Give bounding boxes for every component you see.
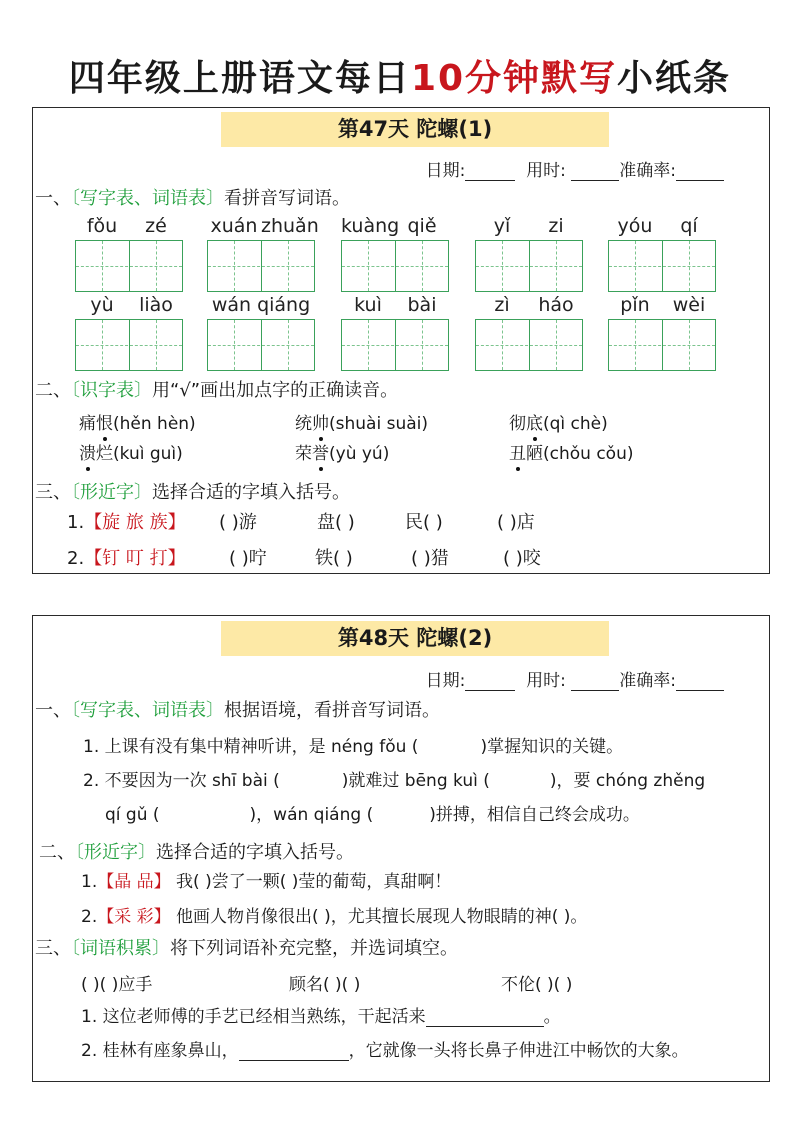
page-title <box>0 50 800 101</box>
answer-line[interactable] <box>239 1044 349 1061</box>
fill-blank[interactable]: ( )咛 <box>229 548 267 569</box>
accuracy-label: 准确率: <box>619 671 676 691</box>
pinyin: yù <box>90 294 114 316</box>
fill-blank[interactable]: ( )咬 <box>503 548 541 569</box>
q-text: 他画人物肖像很出( )，尤其擅长展现人物眼睛的神( )。 <box>176 907 588 927</box>
fill-blank[interactable]: 民( ) <box>405 512 443 533</box>
pinyin: yóu <box>617 215 653 237</box>
pinyin: zì <box>494 294 510 316</box>
writing-grid[interactable] <box>475 240 583 292</box>
pron-item[interactable]: 溃烂(kuì guì) <box>79 439 183 464</box>
section-instruction: 将下列词语补充完整，并选词填空。 <box>170 938 458 959</box>
title-highlight: 10分钟默写 <box>410 58 618 99</box>
pron-item[interactable]: 彻底(qì chè) <box>509 409 608 434</box>
writing-grid[interactable] <box>341 240 449 292</box>
pron-options: (kuì guì) <box>113 444 183 464</box>
pron-options: (qì chè) <box>543 414 608 434</box>
section-number: 一、 <box>35 188 71 209</box>
pinyin: pǐn <box>620 294 650 316</box>
section-number: 三、 <box>35 938 71 959</box>
section-tag: 〔识字表〕 <box>71 380 152 401</box>
day48-card <box>32 615 770 1082</box>
date-label: 日期: <box>425 161 466 181</box>
pron-item[interactable]: 丑陋(chǒu cǒu) <box>509 439 634 464</box>
day48-meta <box>426 666 724 691</box>
fill-blank[interactable]: ( )猎 <box>411 548 449 569</box>
section-tag: 〔写字表、词语表〕 <box>71 188 224 209</box>
idiom-blank[interactable]: 不伦( )( ) <box>501 975 573 995</box>
section-instruction: 根据语境，看拼音写词语。 <box>224 700 440 721</box>
writing-grid[interactable] <box>608 319 716 371</box>
context-line-2: 2. 不要因为一次 shī bài ( )就难过 bēng kuì ( )，要 chóng zhěng <box>83 771 706 791</box>
section-tag: 〔写字表、词语表〕 <box>71 700 224 721</box>
pinyin: yǐ <box>493 215 511 237</box>
pinyin: bài <box>407 294 437 316</box>
char-options: 【旋 旅 族】 <box>84 512 186 533</box>
date-blank[interactable] <box>465 164 515 181</box>
pinyin: zé <box>145 215 167 237</box>
section-number: 二、 <box>35 380 71 401</box>
dotted-char: 丑 <box>509 439 526 464</box>
char-options: 【采 彩】 <box>97 907 171 927</box>
time-label: 用时: <box>526 161 566 181</box>
writing-grid[interactable] <box>608 240 716 292</box>
time-label: 用时: <box>526 671 566 691</box>
fill-blank[interactable]: 铁( ) <box>315 548 353 569</box>
fill-blank[interactable]: ( )游 <box>219 512 257 533</box>
dotted-char: 恨 <box>96 409 113 434</box>
section-instruction: 选择合适的字填入括号。 <box>152 482 350 503</box>
time-blank[interactable] <box>571 164 619 181</box>
idiom-blank[interactable]: ( )( )应手 <box>81 975 153 995</box>
writing-grid[interactable] <box>475 319 583 371</box>
context-line-3: qí gǔ ( )，wán qiáng ( )拼搏，相信自己终会成功。 <box>105 805 640 825</box>
time-blank[interactable] <box>571 674 619 691</box>
pinyin: zi <box>548 215 564 237</box>
pinyin-row-2 <box>33 294 769 374</box>
pinyin: liào <box>139 294 173 316</box>
pinyin: kuì <box>354 294 382 316</box>
section-tag: 〔词语积累〕 <box>71 938 170 959</box>
section-number: 一、 <box>35 700 71 721</box>
fill-sentence-1: 1. 这位老师傅的手艺已经相当熟练，干起活来 。 <box>81 1007 561 1027</box>
day48-section3-heading <box>35 934 458 960</box>
dotted-char: 帅 <box>312 409 329 434</box>
pinyin: xuán <box>210 215 258 237</box>
similar-char-q2 <box>67 544 186 570</box>
day47-section3-heading <box>35 478 350 504</box>
pinyin: fǒu <box>86 215 118 237</box>
pinyin: kuàng <box>341 215 400 237</box>
q-number: 2. <box>81 907 98 927</box>
day47-meta <box>426 156 724 181</box>
section-instruction: 看拼音写词语。 <box>224 188 350 209</box>
writing-grid[interactable] <box>341 319 449 371</box>
writing-grid[interactable] <box>207 240 315 292</box>
day47-section2-heading <box>35 376 398 402</box>
dotted-char: 底 <box>526 409 543 434</box>
char-options: 【晶 品】 <box>97 872 171 892</box>
section-instruction: 选择合适的字填入括号。 <box>156 842 354 863</box>
pron-item[interactable]: 痛恨(hěn hèn) <box>79 409 196 434</box>
writing-grid[interactable] <box>75 319 183 371</box>
pinyin: háo <box>538 294 574 316</box>
answer-line[interactable] <box>426 1010 544 1027</box>
q-number: 1. <box>67 512 85 533</box>
similar-char-q1 <box>67 508 186 534</box>
pron-item[interactable]: 荣誉(yù yú) <box>295 439 389 464</box>
q-number: 1. <box>81 872 98 892</box>
context-line-1: 1. 上课有没有集中精神听讲，是 néng fǒu ( )掌握知识的关键。 <box>83 737 624 757</box>
date-blank[interactable] <box>465 674 515 691</box>
pron-options: (chǒu cǒu) <box>543 444 634 464</box>
pron-options: (hěn hèn) <box>113 414 196 434</box>
title-suffix: 小纸条 <box>617 58 732 99</box>
pinyin: qiě <box>407 215 437 237</box>
section-tag: 〔形近字〕 <box>71 482 152 503</box>
idiom-blank[interactable]: 顾名( )( ) <box>289 975 361 995</box>
accuracy-blank[interactable] <box>676 674 724 691</box>
section-number: 三、 <box>35 482 71 503</box>
pinyin: wán qiáng <box>211 294 311 316</box>
section-instruction: 用“√”画出加点字的正确读音。 <box>152 380 399 401</box>
day48-section2-heading <box>39 838 354 864</box>
day48-banner: 第48天 陀螺(2) <box>221 621 609 656</box>
pinyin: qí <box>680 215 698 237</box>
section-number: 二、 <box>39 842 75 863</box>
char-options: 【钉 叮 打】 <box>84 548 186 569</box>
day47-banner: 第47天 陀螺(1) <box>221 112 609 147</box>
accuracy-label: 准确率: <box>619 161 676 181</box>
day48-section1-heading <box>35 696 440 722</box>
dotted-char: 誉 <box>312 439 329 464</box>
date-label: 日期: <box>425 671 466 691</box>
pinyin-row-1 <box>33 215 769 295</box>
writing-grid[interactable] <box>207 319 315 371</box>
q-number: 2. <box>67 548 85 569</box>
dotted-char: 溃 <box>79 439 96 464</box>
day47-section1-heading <box>35 184 350 210</box>
day47-card <box>32 107 770 574</box>
fill-blank[interactable]: 盘( ) <box>317 512 355 533</box>
q-text: 我( )尝了一颗( )莹的葡萄，真甜啊！ <box>176 872 452 892</box>
writing-grid[interactable] <box>75 240 183 292</box>
accuracy-blank[interactable] <box>676 164 724 181</box>
similar-char-q1[interactable] <box>81 867 451 892</box>
fill-blank[interactable]: ( )店 <box>497 512 535 533</box>
similar-char-q2[interactable] <box>81 902 587 927</box>
section-tag: 〔形近字〕 <box>75 842 156 863</box>
title-prefix: 四年级上册语文每日 <box>68 58 411 99</box>
pinyin: zhuǎn <box>261 215 319 237</box>
pron-options: (shuài suài) <box>329 414 428 434</box>
pinyin: wèi <box>672 294 706 316</box>
pron-options: (yù yú) <box>329 444 390 464</box>
fill-sentence-2: 2. 桂林有座象鼻山， ，它就像一头将长鼻子伸进江中畅饮的大象。 <box>81 1041 689 1061</box>
pron-item[interactable]: 统帅(shuài suài) <box>295 409 428 434</box>
